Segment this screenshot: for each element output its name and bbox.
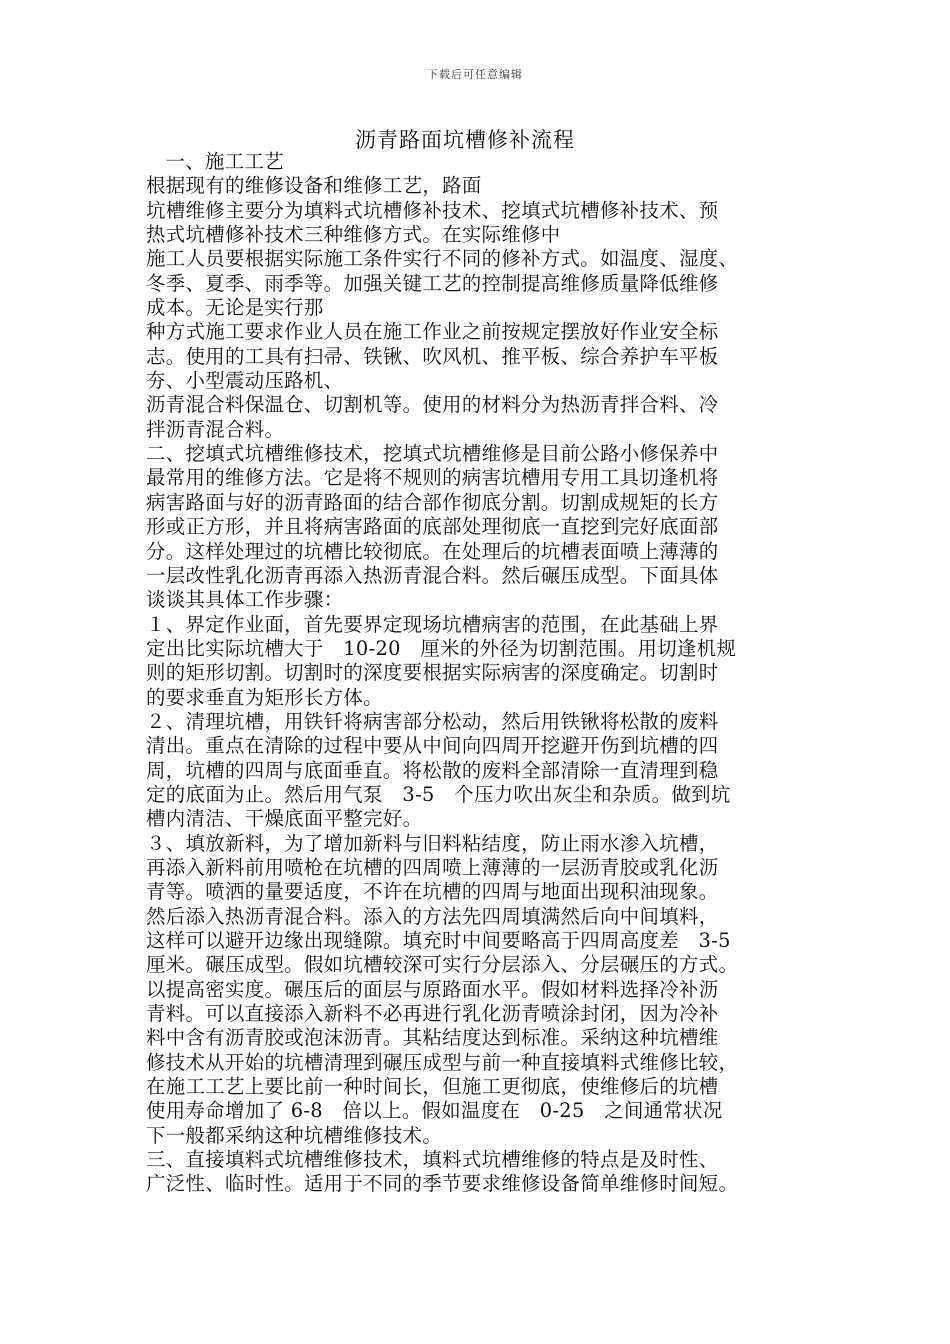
body-line: 病害路面与好的沥青路面的结合部作彻底分割。切割成规矩的长方 (146, 490, 719, 514)
body-line: 料中含有沥青胶或泡沫沥青。其粘结度达到标准。采纳这种坑槽维 (146, 1026, 719, 1050)
body-line: 然后添入热沥青混合料。添入的方法先四周填满然后向中间填料， (146, 904, 719, 928)
body-line: 则的矩形切割。切割时的深度要根据实际病害的深度确定。切割时 (146, 661, 719, 685)
body-line: 根据现有的维修设备和维修工艺，路面 (146, 174, 482, 198)
body-line: １、界定作业面，首先要界定现场坑槽病害的范围，在此基础上界 (146, 612, 719, 636)
body-line: 种方式施工要求作业人员在施工作业之前按规定摆放好作业安全标 (146, 320, 719, 344)
body-line: 一、施工工艺 (146, 150, 284, 173)
body-line: 以提高密实度。碾压后的面层与原路面水平。假如材料选择冷补沥 (146, 977, 719, 1001)
body-line: 志。使用的工具有扫帚、铁锹、吹风机、推平板、综合养护车平板 (146, 344, 719, 368)
body-line: 定的底面为止。然后用气泵 3-5 个压力吹出灰尘和杂质。做到坑 (146, 782, 731, 806)
body-line: 修技术从开始的坑槽清理到碾压成型与前一种直接填料式维修比较， (146, 1050, 739, 1074)
body-line: ３、填放新料，为了增加新料与旧料粘结度，防止雨水渗入坑槽， (146, 831, 719, 855)
header-note: 下载后可任意编辑 (427, 68, 523, 81)
body-line: 分。这样处理过的坑槽比较彻底。在处理后的坑槽表面喷上薄薄的 (146, 539, 719, 563)
body-line: 三、直接填料式坑槽维修技术，填料式坑槽维修的特点是及时性、 (146, 1148, 719, 1172)
body-line: 使用寿命增加了 6-8 倍以上。假如温度在 0-25 之间通常状况 (146, 1099, 723, 1123)
body-line: 青料。可以直接添入新料不必再进行乳化沥青喷涂封闭，因为冷补 (146, 1002, 719, 1026)
body-line: 热式坑槽修补技术三种维修方式。在实际维修中 (146, 223, 561, 247)
body-line: ２、清理坑槽，用铁钎将病害部分松动，然后用铁锹将松散的废料 (146, 709, 719, 733)
body-line: 再添入新料前用喷枪在坑槽的四周喷上薄薄的一层沥青胶或乳化沥 (146, 855, 719, 879)
body-line: 槽内清洁、干燥底面平整完好。 (146, 807, 423, 831)
body-line: 拌沥青混合料。 (146, 417, 285, 441)
body-line: 广泛性、临时性。适用于不同的季节要求维修设备简单维修时间短。 (146, 1172, 739, 1196)
body-line: 谈谈其具体工作步骤： (146, 588, 344, 612)
body-line: 形或正方形，并且将病害路面的底部处理彻底一直挖到完好底面部 (146, 515, 719, 539)
body-line: 下一般都采纳这种坑槽维修技术。 (146, 1123, 443, 1147)
body-line: 这样可以避开边缘出现缝隙。填充时中间要略高于四周高度差 3-5 (146, 929, 731, 952)
body-line: 冬季、夏季、雨季等。加强关键工艺的控制提高维修质量降低维修 (146, 271, 719, 295)
document-title: 沥青路面坑槽修补流程 (355, 128, 575, 152)
document-body (146, 150, 836, 1197)
body-line: 一层改性乳化沥青再添入热沥青混合料。然后碾压成型。下面具体 (146, 563, 719, 587)
body-line: 夯、小型震动压路机、 (146, 369, 344, 393)
body-line: 定出比实际坑槽大于 10-20 厘米的外径为切割范围。用切逢机规 (146, 636, 737, 660)
body-line: 最常用的维修方法。它是将不规则的病害坑槽用专用工具切逢机将 (146, 466, 719, 490)
body-line: 二、挖填式坑槽维修技术，挖填式坑槽维修是目前公路小修保养中 (146, 442, 719, 466)
body-line: 周，坑槽的四周与底面垂直。将松散的废料全部清除一直清理到稳 (146, 758, 719, 782)
body-line: 的要求垂直为矩形长方体。 (146, 685, 383, 709)
body-line: 成本。无论是实行那 (146, 296, 324, 320)
body-line: 在施工工艺上要比前一种时间长，但施工更彻底，使维修后的坑槽 (146, 1075, 719, 1099)
body-line: 施工人员要根据实际施工条件实行不同的修补方式。如温度、湿度、 (146, 247, 739, 271)
body-line: 青等。喷洒的量要适度，不许在坑槽的四周与地面出现积油现象。 (146, 880, 719, 904)
body-line: 坑槽维修主要分为填料式坑槽修补技术、挖填式坑槽修补技术、预 (146, 198, 719, 222)
body-line: 沥青混合料保温仓、切割机等。使用的材料分为热沥青拌合料、冷 (146, 393, 719, 417)
body-line: 厘米。碾压成型。假如坑槽较深可实行分层添入、分层碾压的方式。 (146, 953, 739, 977)
body-line: 清出。重点在清除的过程中要从中间向四周开挖避开伤到坑槽的四 (146, 734, 719, 758)
